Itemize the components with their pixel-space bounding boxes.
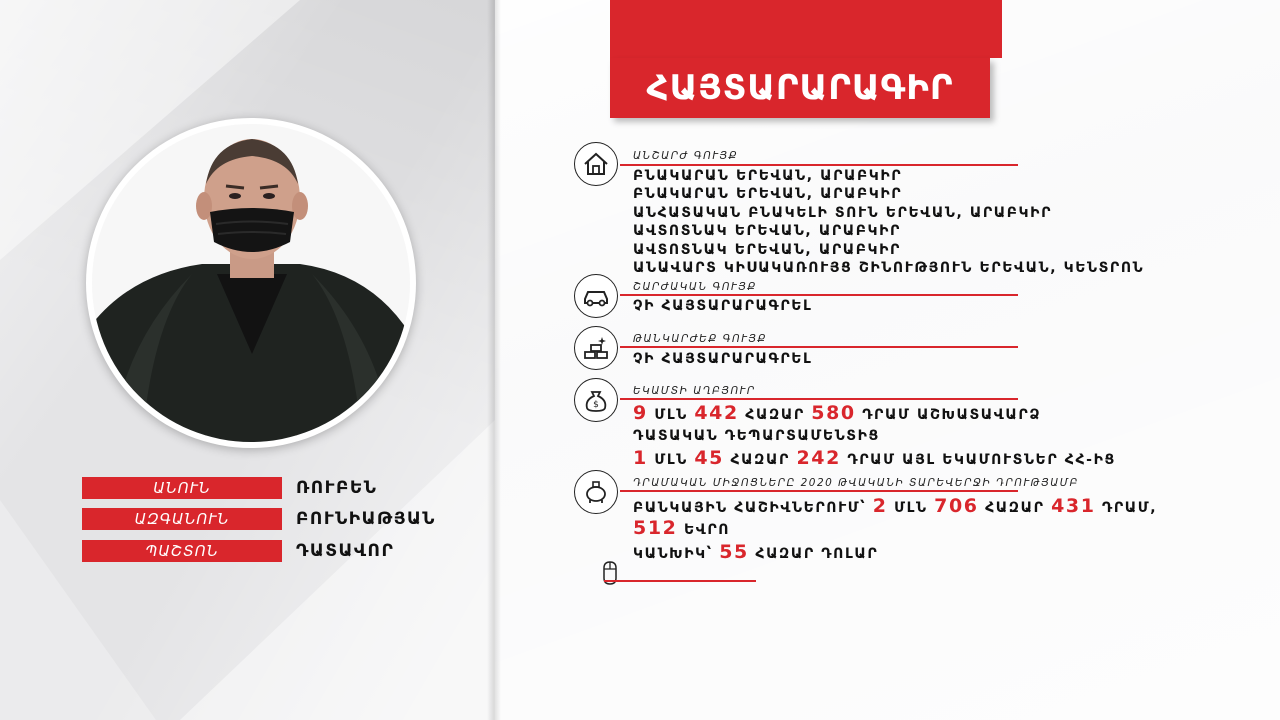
cash-line-1: ԲԱՆԿԱՅԻՆ ՀԱՇԻՎՆԵՐՈՒՄ՝ 2 ՄԼՆ 706 ՀԱԶԱՐ 431 ԴՐԱՄ, xyxy=(633,495,1158,517)
car-icon xyxy=(574,274,618,318)
info-value: ԲՈՒՆԻԱԹՅԱՆ xyxy=(296,509,436,529)
svg-text:$: $ xyxy=(593,400,599,410)
income-line-1: 9 ՄԼՆ 442 ՀԱԶԱՐ 580 ԴՐԱՄ ԱՇԽԱՏԱՎԱՐՁ xyxy=(633,402,1042,424)
real-estate-item: ԲՆԱԿԱՐԱՆ ԵՐԵՎԱՆ, ԱՐԱԲԿԻՐ xyxy=(633,168,903,184)
piggy-bank-icon xyxy=(574,470,618,514)
real-estate-item: ԱՆԱՎԱՐՏ ԿԻՍԱԿԱՌՈՒՅՑ ՇԻՆՈՒԹՅՈՒՆ ԵՐԵՎԱՆ, ԿԵՆՏՐՈՆ xyxy=(633,260,1145,276)
section-underline xyxy=(620,164,1018,166)
income-line-2: 1 ՄԼՆ 45 ՀԱԶԱՐ 242 ԴՐԱՄ ԱՅԼ ԵԿԱՄՈՒՏՆԵՐ ՀՀ-ԻՑ xyxy=(633,447,1116,469)
info-row-position xyxy=(82,540,394,562)
header-bar xyxy=(610,0,1002,58)
real-estate-item: ԱՆՀԱՏԱԿԱՆ ԲՆԱԿԵԼԻ ՏՈՒՆ ԵՐԵՎԱՆ, ԱՐԱԲԿԻՐ xyxy=(633,205,1052,221)
section-underline xyxy=(620,490,1018,492)
info-label: ԱԶԳԱՆՈՒՆ xyxy=(82,508,282,530)
section-heading-real-estate: ԱՆՇԱՐԺ ԳՈՒՅՔ xyxy=(633,150,739,162)
gold-bars-icon xyxy=(574,326,618,370)
info-label: ՊԱՇՏՈՆ xyxy=(82,540,282,562)
house-icon xyxy=(574,142,618,186)
real-estate-item: ԱՎՏՈՏՆԱԿ ԵՐԵՎԱՆ, ԱՐԱԲԿԻՐ xyxy=(633,223,901,239)
section-heading-income: ԵԿԱՄՏԻ ԱՂԲՅՈՒՐ xyxy=(633,385,756,397)
money-bag-icon xyxy=(574,378,618,422)
section-underline xyxy=(620,346,1018,348)
movable-value: ՉԻ ՀԱՅՏԱՐԱՐԱԳՐԵԼ xyxy=(633,298,813,314)
info-row-surname xyxy=(82,508,436,530)
section-heading-valuables: ԹԱՆԿԱՐԺԵՔ ԳՈՒՅՔ xyxy=(633,333,767,345)
avatar xyxy=(92,124,410,442)
bg-shard xyxy=(180,420,495,720)
cash-line-3: ԿԱՆԽԻԿ՝ 55 ՀԱԶԱՐ ԴՈԼԱՐ xyxy=(633,541,879,563)
valuables-value: ՉԻ ՀԱՅՏԱՐԱՐԱԳՐԵԼ xyxy=(633,351,813,367)
info-value: ԴԱՏԱՎՈՐ xyxy=(296,541,395,561)
section-underline xyxy=(620,294,1018,296)
section-heading-movable: ՇԱՐԺԱԿԱՆ ԳՈՒՅՔ xyxy=(633,281,757,293)
real-estate-item: ԱՎՏՈՏՆԱԿ ԵՐԵՎԱՆ, ԱՐԱԲԿԻՐ xyxy=(633,242,901,258)
mouse-icon xyxy=(600,560,620,586)
income-line-1b: ԴԱՏԱԿԱՆ ԴԵՊԱՐՏԱՄԵՆՏԻՑ xyxy=(633,428,880,444)
page-title: ՀԱՅՏԱՐԱՐԱԳԻՐ xyxy=(610,58,990,118)
info-label: ԱՆՈՒՆ xyxy=(82,477,282,499)
bottom-underline xyxy=(604,580,756,582)
section-underline xyxy=(620,398,1018,400)
info-value: ՌՈՒԲԵՆ xyxy=(296,478,378,498)
cash-line-2: 512 ԵՎՐՈ xyxy=(633,517,731,539)
page-divider xyxy=(487,0,501,720)
info-row-name xyxy=(82,477,377,499)
real-estate-item: ԲՆԱԿԱՐԱՆ ԵՐԵՎԱՆ, ԱՐԱԲԿԻՐ xyxy=(633,186,903,202)
person-portrait xyxy=(92,124,410,442)
section-heading-cash: ԴՐԱՄԱԿԱՆ ՄԻՋՈՑՆԵՐԸ 2020 ԹՎԱԿԱՆԻ ՏԱՐԵՎԵՐՋԻ ԴՐՈՒԹՅԱՄԲ xyxy=(633,477,1079,489)
